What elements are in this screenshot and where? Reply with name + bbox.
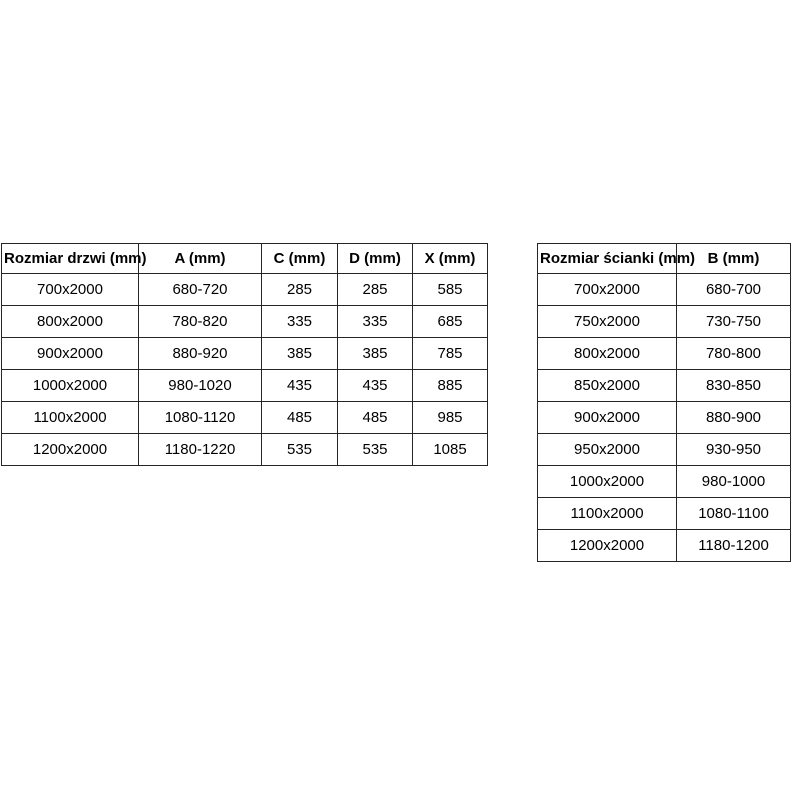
table-cell: 730-750	[677, 306, 791, 338]
table-cell: 950x2000	[538, 434, 677, 466]
table-cell: 1100x2000	[538, 498, 677, 530]
table-cell: 435	[338, 370, 413, 402]
table-cell: 685	[413, 306, 488, 338]
table-cell: 585	[413, 274, 488, 306]
column-header: Rozmiar ścianki (mm)	[538, 244, 677, 274]
table-cell: 680-700	[677, 274, 791, 306]
table-row	[538, 370, 791, 402]
table-cell: 780-800	[677, 338, 791, 370]
table-cell: 1200x2000	[2, 434, 139, 466]
header-row	[538, 244, 791, 274]
table-cell: 985	[413, 402, 488, 434]
table-cell: 1200x2000	[538, 530, 677, 562]
wall-size-table	[537, 243, 791, 562]
table-row	[538, 434, 791, 466]
door-size-table	[1, 243, 488, 466]
table-cell: 1180-1200	[677, 530, 791, 562]
table-row	[2, 370, 488, 402]
table-cell: 850x2000	[538, 370, 677, 402]
table-cell: 900x2000	[538, 402, 677, 434]
column-header: A (mm)	[139, 244, 262, 274]
table-cell: 285	[338, 274, 413, 306]
table-cell: 785	[413, 338, 488, 370]
table-cell: 1080-1120	[139, 402, 262, 434]
table-cell: 1100x2000	[2, 402, 139, 434]
table-cell: 900x2000	[2, 338, 139, 370]
table-cell: 385	[338, 338, 413, 370]
table-row	[2, 306, 488, 338]
table-cell: 1085	[413, 434, 488, 466]
table-row	[2, 402, 488, 434]
column-header: C (mm)	[262, 244, 338, 274]
table-row	[538, 466, 791, 498]
table-cell: 535	[262, 434, 338, 466]
table-cell: 700x2000	[538, 274, 677, 306]
table-cell: 435	[262, 370, 338, 402]
table-row	[2, 434, 488, 466]
table-cell: 1180-1220	[139, 434, 262, 466]
table-row	[538, 498, 791, 530]
table-cell: 980-1020	[139, 370, 262, 402]
column-header: Rozmiar drzwi (mm)	[2, 244, 139, 274]
table-cell: 680-720	[139, 274, 262, 306]
table-cell: 335	[338, 306, 413, 338]
table-row	[2, 338, 488, 370]
table-cell: 335	[262, 306, 338, 338]
table-cell: 880-900	[677, 402, 791, 434]
table-cell: 485	[338, 402, 413, 434]
table-cell: 385	[262, 338, 338, 370]
table-row	[2, 274, 488, 306]
column-header: D (mm)	[338, 244, 413, 274]
table-cell: 930-950	[677, 434, 791, 466]
table-cell: 980-1000	[677, 466, 791, 498]
table-cell: 1000x2000	[2, 370, 139, 402]
table-cell: 880-920	[139, 338, 262, 370]
table-cell: 700x2000	[2, 274, 139, 306]
table-row	[538, 402, 791, 434]
table-row	[538, 306, 791, 338]
table-cell: 1080-1100	[677, 498, 791, 530]
header-row	[2, 244, 488, 274]
table-cell: 1000x2000	[538, 466, 677, 498]
table-cell: 485	[262, 402, 338, 434]
table-row	[538, 274, 791, 306]
column-header: B (mm)	[677, 244, 791, 274]
table-cell: 830-850	[677, 370, 791, 402]
table-cell: 780-820	[139, 306, 262, 338]
table-cell: 285	[262, 274, 338, 306]
table-cell: 750x2000	[538, 306, 677, 338]
table-cell: 885	[413, 370, 488, 402]
column-header: X (mm)	[413, 244, 488, 274]
table-cell: 800x2000	[2, 306, 139, 338]
table-row	[538, 530, 791, 562]
table-cell: 800x2000	[538, 338, 677, 370]
table-row	[538, 338, 791, 370]
table-cell: 535	[338, 434, 413, 466]
